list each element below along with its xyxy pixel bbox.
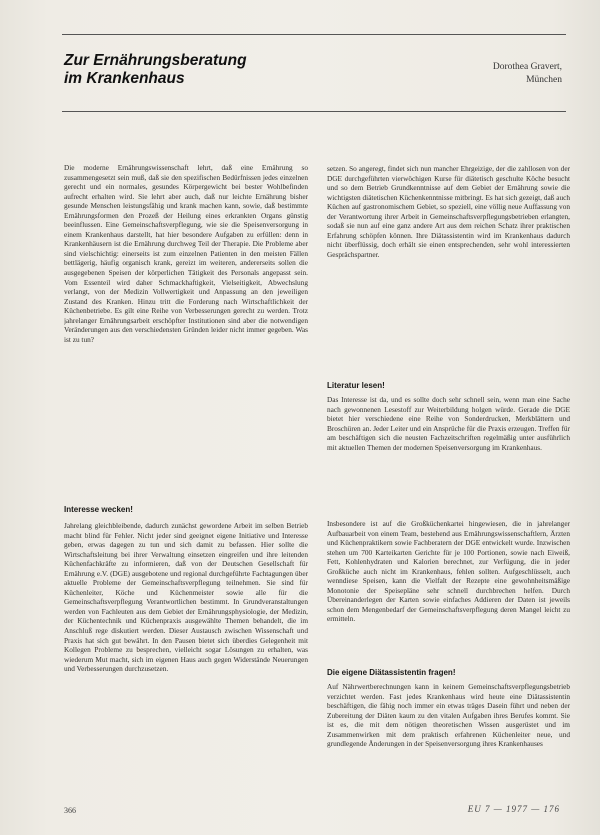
left-paragraph-1: Die moderne Ernährungswissenschaft lehrt, daß eine Ernährung so zusammengesetzt sein muß, daß sie den spezifischen Bedürfnissen jedes einzelnen gerecht und ein normales, gesundes Körpergewicht bei bester Wohlbefinden aufrecht erhalten wird. Sie lehrt aber auch, daß nur leichte Ernährung bisher gesunde Menschen leistungsfähig und krank machen kann, sowie, daß bestimmte Ernährungsformen den Prozeß der Heilung eines erkrankten Organs günstig beeinflussen. Eine Gemeinschaftsverpflegung, wie sie die Speisenversorgung in einem Krankenhaus darstellt, hat hier besondere Aufgaben zu erfüllen: denn in Krankenhäusern ist die Ernährung durchweg Teil der Therapie. Die Probleme aber sind vielschichtig: einerseits ist zum einzelnen Patienten in den meisten Fällen bettlägerig, häufig organisch krank, gereizt im weiteren, andererseits sollen die ausgegebenen Speisen der körperlichen Tätigkeit des Personals angepasst sein. Vom Essenteil wird daher Schmackhaftigkeit, Vielseitigkeit, Abwechslung verlangt, von der Medizin Vollwertigkeit und Anpassung an den jeweiligen Zustand des Kranken. Hinzu tritt die Forderung nach Wirtschaftlichkeit der Küchenbetriebe. Es gilt eine Reihe von Verbesserungen gerecht zu werden. Trotz jahrelanger Ernährungsarbeit erschöpfter Institutionen sind aber die notwendigen Veränderungen aus den verschiedensten Gründen leider nicht immer gegeben. Was ist zu tun? <box>64 163 308 344</box>
top-rule <box>62 34 566 35</box>
right-paragraph-3: Insbesondere ist auf die Großküchenkartei hingewiesen, die in jahrelanger Aufbauarbeit von einem Team, bestehend aus Ernährungswissenschaftlern, Ärzten und Küchenpraktikern sowie Fachberatern der DGE entwickelt wurde. Inzwischen stehen um 700 Karteikarten Gerichte für je 100 Portionen, sowie nach Eiweiß, Fett, Kohlenhydraten und Kalorien berechnet, zur Verfügung, die in jeder Großküche auch nicht im Krankenhaus, fehlen sollten. Aufgeschlüsselt, auch wenndiese Speisen, kann die Vielfalt der Rezepte eine gewohnheitsmäßige Monotonie der Speisepläne sehr schnell durchbrechen helfen. Durch Übereinanderlegen der Karten sowie einfaches Addieren der Daten ist jeweils schon dem Mengenbedarf der Gemeinschaftsverpflegung deren Mangel leicht zu ermitteln. <box>327 519 570 624</box>
author-block <box>412 61 562 87</box>
page-number: 366 <box>64 806 76 815</box>
right-paragraph-4: Auf Nährwertberechnungen kann in keinem Gemeinschaftsverpflegungsbetrieb verzichtet werden. Fast jedes Krankenhaus wird heute eine Diätassistentin beschäftigen, die fähig noch immer ein etwas träges Dasein führt und neben der Zubereitung der Diäten kaum zu den vitalen Aufgaben ihres Berufes kommt. Sie ist es, die mit dem nötigen theoretischen Wissen ausgerüstet und im Zusammenwirken mit dem praktisch erfahrenen Küchenleiter neue, und grundlegende Änderungen in der Speisenversorgung ihres Krankenhauses <box>327 682 570 749</box>
right-column <box>327 164 570 797</box>
article-title <box>64 52 364 88</box>
heading-literatur-lesen: Literatur lesen! <box>327 381 385 390</box>
right-paragraph-2: Das Interesse ist da, und es sollte doch sehr schnell sein, wenn man eine Sache nach gewonnenen Lesestoff zur Weiterbildung holgen würde. Gerade die DGE bietet hier verschiedene eine Reihe von Sonderdrucken, Merkblättern und Broschüren an. Jeder Leiter und ein Ansprüche für die Praxis erzeugen. Treffen für am beschäftigen sich die neusten Fachzeitschriften regelmäßig unter ausführlich mit aktuellen Themen der modernen Speisenversorgung im Krankenhaus. <box>327 395 570 452</box>
title-rule <box>62 111 566 112</box>
title-line-2: im Krankenhaus <box>64 70 185 87</box>
left-paragraph-2: Jahrelang gleichbleibende, dadurch zunächst gewordene Arbeit im selben Betrieb macht blind für Fehler. Nicht jeder sind geeignet eigene Initiative und Interesse geben, erwas dagegen zu tun und sich damit zu befassen. Hier sollte die Wirtschaftsleitung bei ihrer Verwaltung einsetzen eingreifen und ihre leitenden Küchenfachkräfte zu informieren, daß von der Deutschen Gesellschaft für Ernährung e.V. (DGE) ausgebotene und regional durchgeführte Fachtagungen über aktuelle Probleme der Gemeinschaftsverpflegung teilnehmen. Sie sind für Küchenleiter, Köche und Küchenmeister sowie alle für die Gemeinschaftsverpflegung Verantwortlichen bestimmt. In Grundveranstaltungen werden von Fachleuten aus dem Gebiet der Ernährungsphysiologie, der Medizin, der Küchentechnik und Küchenpraxis ausgewählte Themen behandelt, die im Anschluß rege diskutiert werden. Dieser Austausch zwischen Wissenschaft und Praxis hat sich gut bewährt. In den Pausen bietet sich überdies Gelegenheit mit Kollegen Probleme zu besprechen, vielleicht sogar Lösungen zu erhalten, was wiederum Mut macht, sich im eigenen Haus auch gegen Widerstände Neuerungen und Verbesserungen durchzusetzen. <box>64 521 308 674</box>
heading-interesse-wecken: Interesse wecken! <box>64 505 133 514</box>
journal-reference: EU 7 — 1977 — 176 <box>467 804 560 814</box>
author-city: München <box>526 75 562 85</box>
right-paragraph-1: setzen. So angeregt, findet sich nun mancher Ehrgeizige, der die zahllosen von der DGE durchgeführten vierwöchigen Kurse für diätetisch geschulte Köche besucht und so dem Betrieb Grundkenntnisse auf dem Gebiet der Ernährung sowie die wichtigsten diätetischen Küchenkenntnisse mitbringt. Es hat sich gezeigt, daß auch Küchen auf gastronomischem Gebiet, so speziell, eine völlig neue Auffassung von der Verantwortung ihrer Arbeit in Gemeinschaftsverpflegungsbetrieben erlangten, sodaß sie nun auf eine ganz andere Art aus dem reichen Schatz ihrer praktischen Erfahrung schöpfen können. Ihre Diätassistentin wird im Krankenhaus dadurch nicht überflüssig, doch erhält sie einen entsprechenden, sehr wohl interessierten Gesprächspartner. <box>327 164 570 259</box>
left-column <box>64 163 308 772</box>
author-name: Dorothea Gravert, <box>492 62 562 72</box>
title-line-1: Zur Ernährungsberatung <box>64 52 247 69</box>
heading-diaetassistentin-fragen: Die eigene Diätassistentin fragen! <box>327 668 456 677</box>
